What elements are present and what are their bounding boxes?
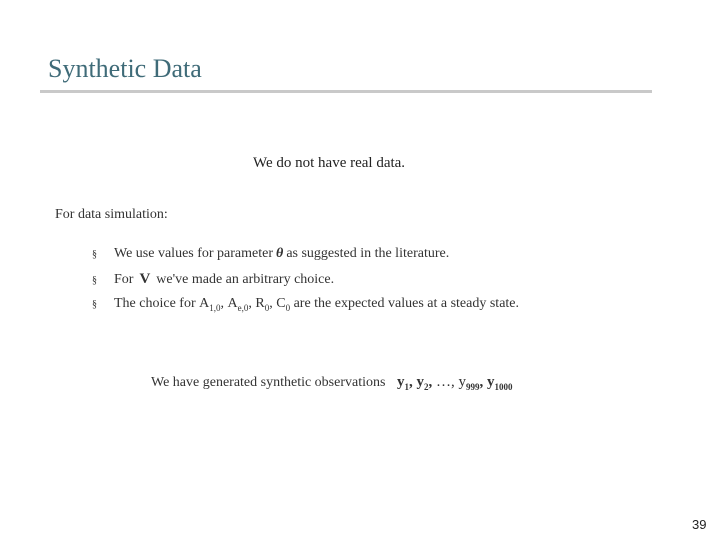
c-symbol: $C_0$ [276, 296, 291, 313]
bullet-icon: § [92, 249, 97, 260]
generated-observations-line [151, 374, 512, 392]
observations-sequence: $y_1$, $y_2$, …, $y_{999}$, $y_{1000}$ [396, 374, 513, 392]
bullet-item-choice: § The choice for $A_{1,0}$ , $A_{e,0}$ , $R_0$ , $C_0$ are the expected values at a steady state. [92, 296, 520, 313]
generated-text: We have generated synthetic observations [151, 375, 386, 390]
page-number: 39 [692, 517, 707, 532]
a1-symbol: $A_{1,0}$ [199, 296, 221, 313]
bullet-list [92, 246, 519, 321]
theta-symbol: θ [276, 246, 284, 261]
bullet-text-before: For [114, 272, 134, 287]
intro-text: For data simulation: [55, 207, 168, 222]
bullet-text-before: The choice for [114, 296, 196, 311]
bullet-item-parameter [92, 246, 519, 271]
slide-title: Synthetic Data [48, 54, 202, 83]
ae-symbol: $A_{e,0}$ [227, 296, 249, 313]
bullet-icon: § [92, 275, 97, 286]
bullet-text-after: are the expected values at a steady state. [293, 296, 520, 311]
bullet-item-v [92, 271, 519, 296]
statement-text: We do not have real data. [253, 155, 406, 171]
r-symbol: $R_0$ [255, 296, 270, 313]
bullet-text-after: we've made an arbitrary choice. [156, 272, 335, 287]
bullet-icon: § [92, 299, 97, 310]
v-symbol: V [139, 271, 151, 287]
bullet-text-before: We use values for parameter [114, 246, 274, 261]
bullet-text-after: as suggested in the literature. [286, 246, 450, 261]
title-divider [40, 90, 652, 93]
